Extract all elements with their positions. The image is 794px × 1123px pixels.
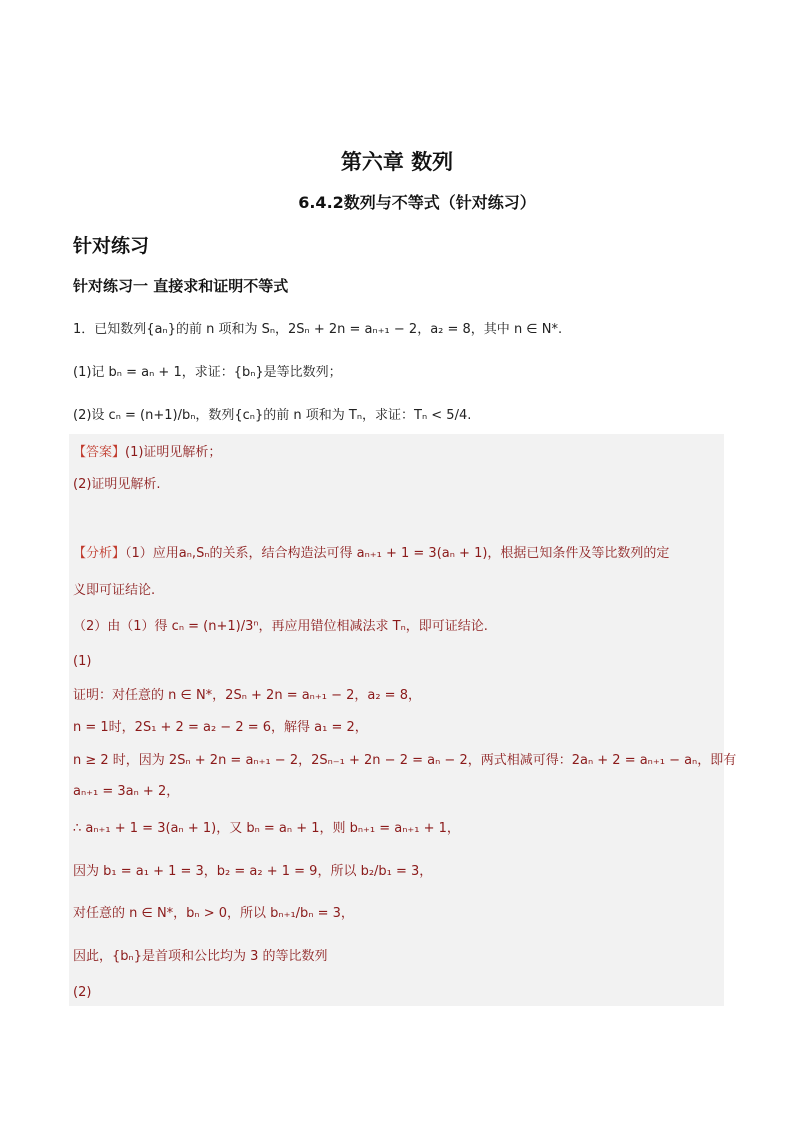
solution-part-2-marker: (2) [73, 985, 92, 1000]
solution-step-7: 对任意的 n ∈ N*，bₙ > 0，所以 bₙ₊₁/bₙ = 3， [73, 906, 354, 921]
solution-step-1: 证明：对任意的 n ∈ N*，2Sₙ + 2n = aₙ₊₁ − 2，a₂ = 8， [73, 688, 421, 703]
solution-step-8: 因此，{bₙ}是首项和公比均为 3 的等比数列 [73, 949, 328, 964]
section-title: 6.4.2数列与不等式（针对练习） [298, 193, 536, 212]
chapter-title: 第六章 数列 [340, 150, 454, 174]
analysis-3: （2）由（1）得 cₙ = (n+1)/3ⁿ，再应用错位相减法求 Tₙ，即可证结论. [73, 619, 488, 634]
analysis-1: （1）应用aₙ,Sₙ的关系，结合构造法可得 aₙ₊₁ + 1 = 3(aₙ + 1)，根据已知条件及等比数列的定 [125, 546, 670, 561]
analysis-line-1 [73, 542, 669, 561]
solution-step-2: n = 1时，2S₁ + 2 = a₂ − 2 = 6，解得 a₁ = 2， [73, 720, 368, 735]
heading-practice-one: 针对练习一 直接求和证明不等式 [73, 277, 289, 295]
heading-practice: 针对练习 [73, 235, 150, 257]
answer-label: 【答案】 [73, 445, 126, 460]
solution-step-5: ∴ aₙ₊₁ + 1 = 3(aₙ + 1)，又 bₙ = aₙ + 1，则 bₙ₊₁ = aₙ₊₁ + 1， [73, 821, 460, 836]
analysis-label: 【分析】 [73, 546, 126, 561]
problem-part-2: (2)设 cₙ = (n+1)/bₙ，数列{cₙ}的前 n 项和为 Tₙ，求证：Tₙ < 5/4. [73, 408, 472, 423]
solution-step-6: 因为 b₁ = a₁ + 1 = 3，b₂ = a₂ + 1 = 9，所以 b₂/b₁ = 3， [73, 864, 433, 879]
solution-part-1-marker: (1) [73, 654, 92, 669]
analysis-2: 义即可证结论. [73, 583, 156, 598]
solution-step-3: n ≥ 2 时，因为 2Sₙ + 2n = aₙ₊₁ − 2，2Sₙ₋₁ + 2n − 2 = aₙ − 2，两式相减可得：2aₙ + 2 = aₙ₊₁ − aₙ，即有 [73, 753, 737, 768]
solution-step-4: aₙ₊₁ = 3aₙ + 2， [73, 784, 180, 799]
answer-2: (2)证明见解析. [73, 477, 161, 492]
problem-intro: 1．已知数列{aₙ}的前 n 项和为 Sₙ，2Sₙ + 2n = aₙ₊₁ − 2，a₂ = 8，其中 n ∈ N*. [73, 322, 563, 337]
answer-line-1 [73, 441, 221, 460]
problem-part-1: (1)记 bₙ = aₙ + 1，求证：{bₙ}是等比数列； [73, 365, 342, 380]
answer-1: (1)证明见解析； [125, 445, 222, 460]
